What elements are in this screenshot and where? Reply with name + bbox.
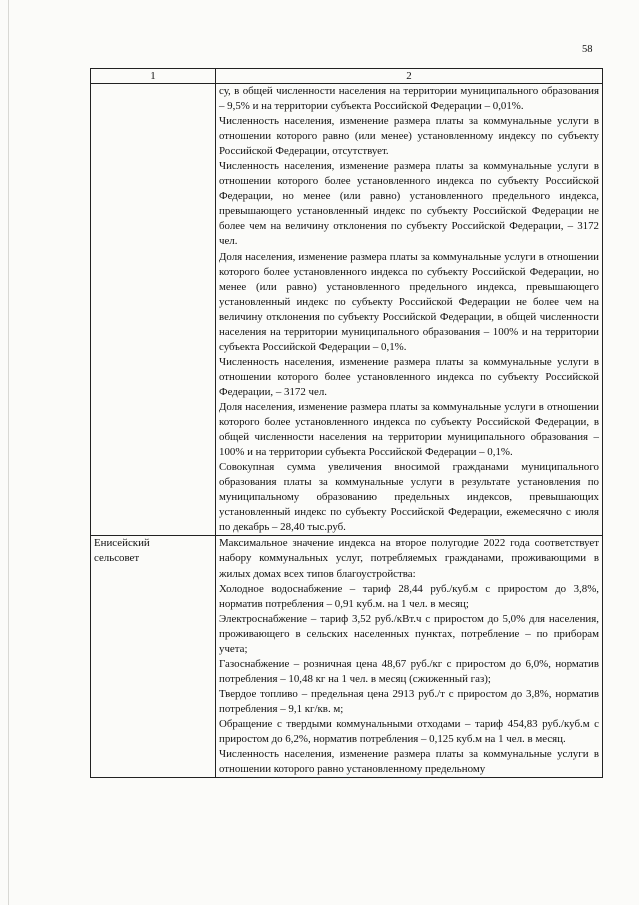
page-edge-line [8, 0, 9, 905]
paragraph: Доля населения, изменение размера платы за коммунальные услуги в отношении которого более установленного индекса по субъекту Российской Федерации, в общей численности населения на территории муниципального образования – 100% и на территории субъекта Российской Федерации – 0,1%. [219, 400, 599, 459]
table-row [91, 84, 603, 536]
region-name-line: сельсовет [94, 552, 140, 565]
paragraph: Совокупная сумма увеличения вносимой гражданами муниципального образования платы за коммунальные услуги в результате установления по муниципальному образованию предельных индексов, превышающих установленный индекс по субъекту Российской Федерации, ежемесячно с июля по декабрь – 28,40 тыс.руб. [219, 461, 599, 534]
paragraph: Численность населения, изменение размера платы за коммунальные услуги в отношении которого более установленного индекса по субъекту Российской Федерации, но менее (или равно) установленного предельного индекса, превышающего установленный индекс по субъекту Российской Федерации не более чем на величину отклонения по субъекту Российской Федерации, – 3172 чел. [219, 160, 599, 248]
paragraph: Численность населения, изменение размера платы за коммунальные услуги в отношении которого более установленного индекса по субъекту Российской Федерации, – 3172 чел. [219, 355, 599, 398]
description-cell [216, 536, 603, 778]
region-cell [91, 84, 216, 536]
paragraph: Численность населения, изменение размера платы за коммунальные услуги в отношении которого равно установленному предельному [219, 748, 599, 776]
paragraph: су, в общей численности населения на территории муниципального образования – 9,5% и на территории субъекта Российской Федерации – 0,01%. [219, 85, 599, 113]
paragraph: Газоснабжение – розничная цена 48,67 руб./кг с приростом до 6,0%, норматив потребления – 10,48 кг на 1 чел. в месяц (сжиженный газ); [219, 657, 599, 685]
table-row [91, 536, 603, 778]
page-number: 58 [582, 44, 593, 55]
region-name-line: Енисейский [94, 537, 150, 550]
column-header-1: 1 [91, 69, 216, 84]
indices-table [90, 68, 603, 778]
paragraph: Обращение с твердыми коммунальными отходами – тариф 454,83 руб./куб.м с приростом до 6,2%, норматив потребления – 0,125 куб.м на 1 чел. в месяц. [219, 717, 599, 746]
region-cell [91, 536, 216, 778]
paragraph: Твердое топливо – предельная цена 2913 руб./т с приростом до 3,8%, норматив потребления – 9,1 кг/кв. м; [219, 687, 599, 715]
description-cell [216, 84, 603, 536]
paragraph: Холодное водоснабжение – тариф 28,44 руб./куб.м с приростом до 3,8%, норматив потребления – 0,91 куб.м. на 1 чел. в месяц; [219, 582, 599, 610]
paragraph: Доля населения, изменение размера платы за коммунальные услуги в отношении которого более установленного индекса по субъекту Российской Федерации, но менее (или равно) установленного предельного индекса, превышающего установленный индекс по субъекту Российской Федерации не более чем на величину отклонения по субъекту Российской Федерации, в общей численности населения на территории муниципального образования – 100% и на территории субъекта Российской Федерации – 0,1%. [219, 250, 599, 353]
column-header-2: 2 [216, 69, 603, 84]
paragraph: Максимальное значение индекса на второе полугодие 2022 года соответствует набору коммунальных услуг, потребляемых гражданами, проживающими в жилых домах всех типов благоустройства: [219, 537, 599, 580]
paragraph: Численность населения, изменение размера платы за коммунальные услуги в отношении которого равно (или менее) установленному индексу по субъекту Российской Федерации, отсутствует. [219, 115, 599, 158]
table-header-row [91, 69, 603, 84]
paragraph: Электроснабжение – тариф 3,52 руб./кВт.ч с приростом до 5,0% для населения, проживающего в сельских населенных пунктах, потребление – по приборам учета; [219, 612, 599, 655]
